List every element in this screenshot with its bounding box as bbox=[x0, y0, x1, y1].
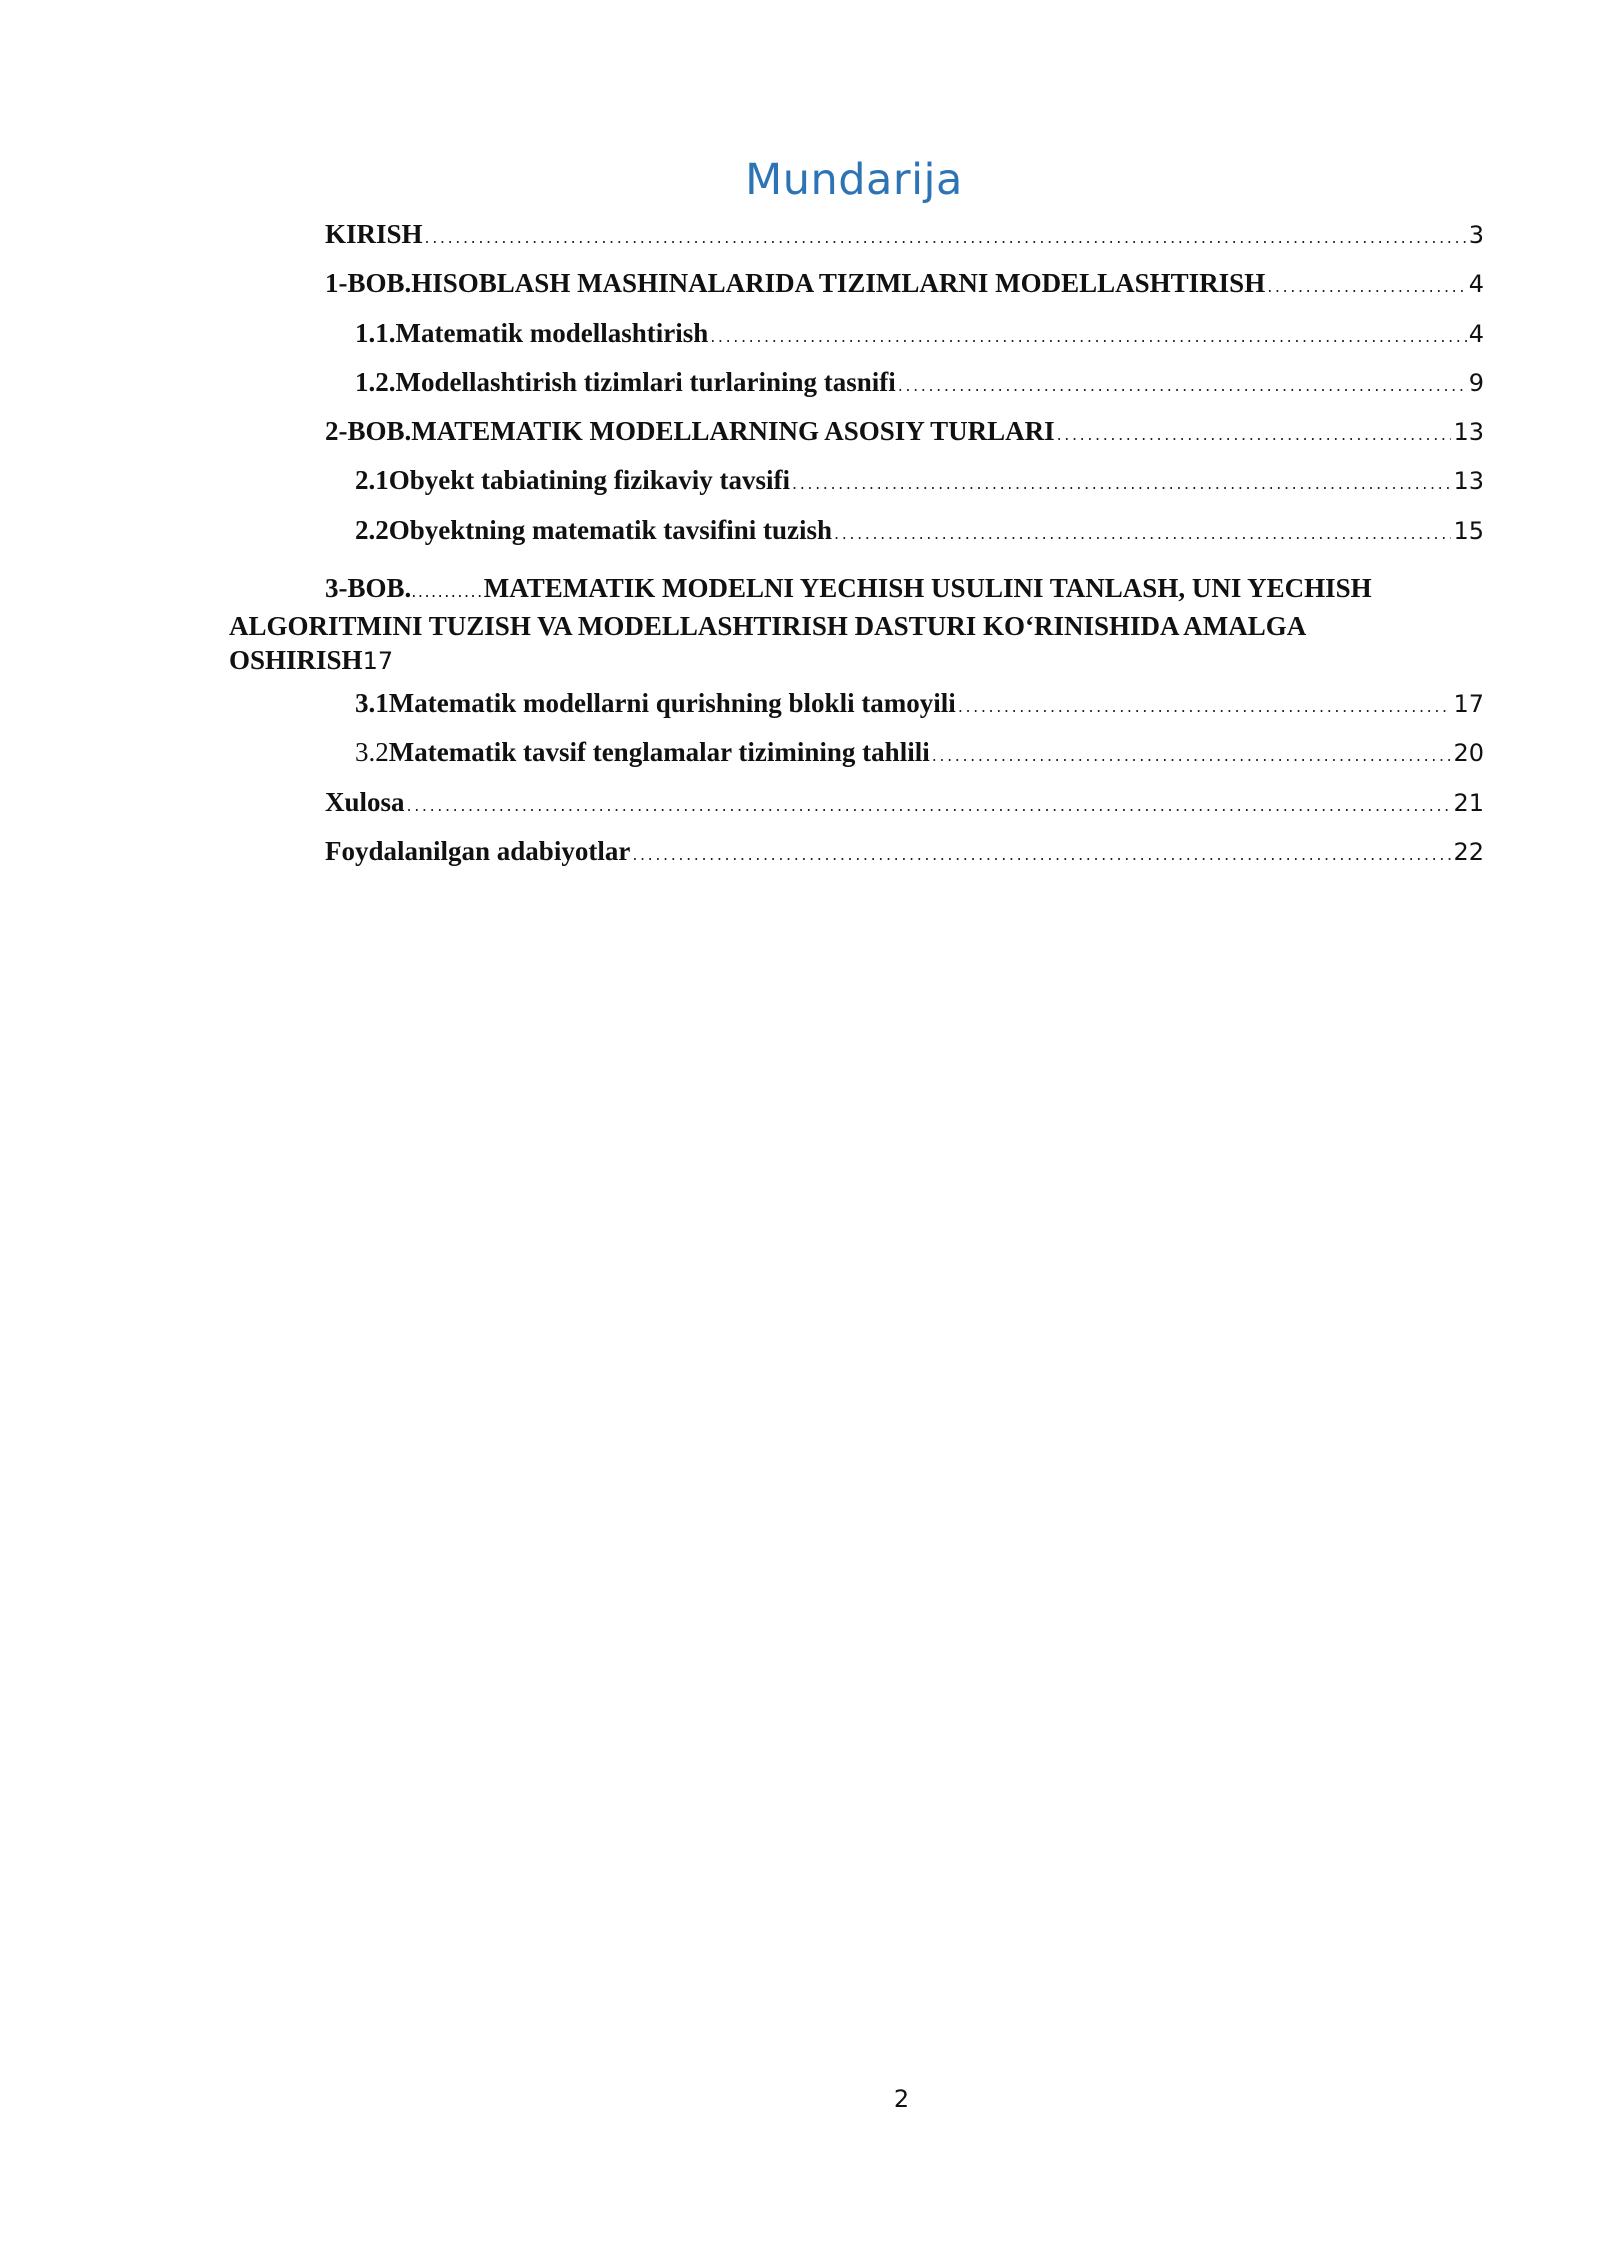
dot-leader bbox=[958, 689, 1452, 725]
dot-leader: ........... bbox=[411, 582, 484, 602]
chapter-3-title-line-1: MATEMATIK MODELNI YECHISH USULINI TANLASH, UNI YECHISH bbox=[483, 573, 1372, 604]
toc-entry-chapter-3[interactable] bbox=[229, 561, 1484, 685]
toc-page-number: 4 bbox=[1468, 319, 1484, 348]
dot-leader bbox=[425, 220, 1467, 256]
toc-entry-label: Matematik tavsif tenglamalar tizimining tahlili bbox=[388, 737, 930, 768]
toc-entry-label: KIRISH bbox=[325, 219, 423, 249]
dot-leader bbox=[898, 368, 1467, 404]
toc-page-number: 4 bbox=[1468, 270, 1484, 299]
dot-leader bbox=[1267, 269, 1467, 305]
toc-page-number: 17 bbox=[362, 647, 394, 676]
toc-entry-adabiyotlar[interactable] bbox=[325, 833, 1484, 882]
chapter-3-title-line-3: OSHIRISH bbox=[229, 645, 363, 676]
dot-leader bbox=[932, 738, 1452, 774]
chapter-3-title-line-2: ALGORITMINI TUZISH VA MODELLASHTIRISH DASTURI KO‘RINISHIDA AMALGA bbox=[229, 611, 1307, 642]
toc-entry-section-1-1[interactable] bbox=[325, 315, 1484, 364]
dot-leader bbox=[632, 837, 1451, 873]
page-number: 2 bbox=[893, 2085, 910, 2113]
dot-leader bbox=[834, 516, 1451, 552]
toc-entry-kirish[interactable] bbox=[325, 216, 1484, 265]
toc-entry-chapter-1[interactable] bbox=[325, 265, 1484, 314]
toc-page-number: 3 bbox=[1468, 221, 1484, 249]
toc-page-number: 13 bbox=[1453, 418, 1484, 447]
toc-page-number: 22 bbox=[1453, 837, 1484, 866]
toc-entry-section-3-1[interactable] bbox=[325, 685, 1484, 734]
toc-entry-label: 1-BOB.HISOBLASH MASHINALARIDA TIZIMLARNI MODELLASHTIRISH bbox=[325, 268, 1266, 299]
toc-page-number: 13 bbox=[1453, 467, 1484, 496]
toc-entry-section-1-2[interactable] bbox=[325, 364, 1484, 413]
table-of-contents bbox=[229, 216, 1484, 882]
toc-entry-chapter-2[interactable] bbox=[325, 413, 1484, 462]
toc-entry-label: 1.2.Modellashtirish tizimlari turlarining tasnifi bbox=[355, 366, 896, 397]
toc-page-number: 9 bbox=[1468, 368, 1484, 397]
toc-entry-xulosa[interactable] bbox=[325, 784, 1484, 833]
toc-page-number: 21 bbox=[1453, 788, 1484, 817]
toc-entry-label: Foydalanilgan adabiyotlar bbox=[325, 835, 631, 866]
toc-entry-label: 2.2Obyektning matematik tavsifini tuzish bbox=[355, 514, 833, 545]
chapter-3-line-3 bbox=[229, 643, 1484, 678]
toc-title: Mundarija bbox=[745, 155, 963, 205]
dot-leader bbox=[1057, 417, 1452, 453]
chapter-3-line-1 bbox=[229, 571, 1484, 609]
toc-entry-section-2-2[interactable] bbox=[325, 512, 1484, 561]
dot-leader bbox=[710, 319, 1466, 355]
toc-entry-section-2-1[interactable] bbox=[325, 462, 1484, 511]
dot-leader bbox=[792, 466, 1451, 502]
toc-entry-label: Xulosa bbox=[325, 786, 405, 817]
toc-entry-section-3-2[interactable] bbox=[325, 734, 1484, 783]
toc-entry-label-wrapper bbox=[355, 734, 930, 770]
dot-leader bbox=[407, 788, 1452, 824]
toc-entry-label: 2.1Obyekt tabiatining fizikaviy tavsifi bbox=[355, 465, 791, 496]
section-number: 3.2 bbox=[355, 737, 389, 768]
toc-entry-label: 2-BOB.MATEMATIK MODELLARNING ASOSIY TURLARI bbox=[325, 416, 1055, 447]
toc-page-number: 20 bbox=[1453, 739, 1484, 768]
toc-page-number: 15 bbox=[1453, 516, 1484, 545]
chapter-3-prefix: 3-BOB. bbox=[325, 573, 412, 604]
toc-entry-label: 3.1Matematik modellarni qurishning blokli tamoyili bbox=[355, 688, 956, 719]
toc-entry-label: 1.1.Matematik modellashtirish bbox=[355, 317, 709, 348]
toc-page-number: 17 bbox=[1453, 690, 1484, 719]
